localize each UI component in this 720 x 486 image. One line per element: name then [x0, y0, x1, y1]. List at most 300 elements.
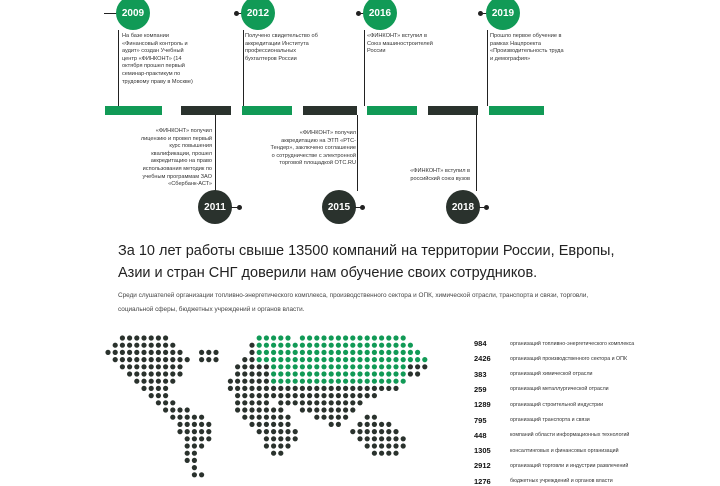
map-dot	[357, 400, 362, 405]
map-dot	[321, 343, 326, 348]
map-dot	[199, 422, 204, 427]
map-dot	[264, 357, 269, 362]
map-dot	[329, 415, 334, 420]
map-dot	[293, 371, 298, 376]
map-dot	[156, 343, 161, 348]
year-badge-2009: 2009	[116, 0, 150, 30]
map-dot	[314, 343, 319, 348]
map-dot	[343, 371, 348, 376]
map-dot	[156, 379, 161, 384]
stat-label: компаний области информационных технологий	[510, 432, 630, 439]
map-dot	[120, 357, 125, 362]
map-dot	[134, 343, 139, 348]
map-dot	[372, 386, 377, 391]
map-dot	[386, 443, 391, 448]
map-dot	[149, 379, 154, 384]
map-dot	[372, 436, 377, 441]
map-dot	[278, 429, 283, 434]
map-dot	[285, 422, 290, 427]
map-dot	[149, 371, 154, 376]
map-dot	[156, 335, 161, 340]
map-dot	[149, 393, 154, 398]
map-dot	[393, 436, 398, 441]
map-dot	[393, 443, 398, 448]
map-dot	[293, 379, 298, 384]
connector-line	[215, 115, 216, 191]
map-dot	[264, 379, 269, 384]
map-dot	[249, 415, 254, 420]
map-dot	[336, 407, 341, 412]
map-dot	[336, 422, 341, 427]
map-dot	[379, 335, 384, 340]
map-dot	[307, 335, 312, 340]
map-dot	[314, 379, 319, 384]
map-dot	[285, 386, 290, 391]
map-dot	[300, 386, 305, 391]
map-dot	[329, 422, 334, 427]
map-dot	[285, 400, 290, 405]
map-dot	[336, 357, 341, 362]
map-dot	[386, 386, 391, 391]
map-dot	[314, 371, 319, 376]
stat-value: 1305	[474, 446, 491, 456]
map-dot	[163, 407, 168, 412]
map-dot	[372, 343, 377, 348]
map-dot	[235, 407, 240, 412]
map-dot	[278, 451, 283, 456]
map-dot	[163, 379, 168, 384]
map-dot	[163, 371, 168, 376]
map-dot	[285, 379, 290, 384]
map-dot	[278, 393, 283, 398]
map-dot	[213, 350, 218, 355]
stat-label: организаций топливно-энергетического комплекса	[510, 340, 635, 347]
map-dot	[300, 343, 305, 348]
map-dot	[357, 422, 362, 427]
map-dot	[350, 350, 355, 355]
timeline-segment	[367, 106, 417, 115]
map-dot	[163, 335, 168, 340]
map-dot	[177, 371, 182, 376]
map-dot	[343, 415, 348, 420]
map-dot	[185, 407, 190, 412]
stat-label: организаций производственного сектора и ОПК	[510, 355, 628, 362]
map-dot	[372, 393, 377, 398]
map-dot	[177, 364, 182, 369]
map-dot	[134, 364, 139, 369]
map-dot	[163, 350, 168, 355]
map-dot	[249, 422, 254, 427]
map-dot	[249, 386, 254, 391]
map-dot	[379, 443, 384, 448]
map-dot	[156, 357, 161, 362]
map-dot	[357, 364, 362, 369]
map-dot	[386, 436, 391, 441]
map-dot	[372, 335, 377, 340]
map-dot	[350, 364, 355, 369]
map-dot	[293, 364, 298, 369]
stat-value: 2426	[474, 354, 491, 364]
map-dot	[141, 335, 146, 340]
map-dot	[192, 472, 197, 477]
map-dot	[170, 364, 175, 369]
map-dot	[141, 350, 146, 355]
map-dot	[127, 371, 132, 376]
map-dot	[386, 371, 391, 376]
map-dot	[285, 357, 290, 362]
map-dot	[329, 400, 334, 405]
map-dot	[343, 343, 348, 348]
map-dot	[329, 343, 334, 348]
map-dot	[264, 343, 269, 348]
event-text-2012: Получено свидетельство об аккредитации Института профессиональных бухгалтеров России	[245, 33, 318, 62]
map-dot	[314, 407, 319, 412]
map-dot	[278, 386, 283, 391]
map-dot	[336, 364, 341, 369]
map-dot	[257, 335, 262, 340]
map-dot	[141, 371, 146, 376]
map-dot	[192, 465, 197, 470]
map-dot	[307, 393, 312, 398]
map-dot	[393, 429, 398, 434]
headline: За 10 лет работы свыше 13500 компаний на территории России, Европы, Азии и стран СНГ доверили нам обучение своих сотрудников.	[118, 243, 615, 281]
connector-dot	[360, 205, 365, 210]
map-dot	[134, 357, 139, 362]
map-dot	[285, 436, 290, 441]
map-dot	[357, 350, 362, 355]
map-dot	[343, 364, 348, 369]
map-dot	[393, 379, 398, 384]
map-dot	[379, 422, 384, 427]
map-dot	[350, 407, 355, 412]
map-dot	[365, 422, 370, 427]
map-dot	[271, 393, 276, 398]
map-dot	[365, 343, 370, 348]
stat-value: 2912	[474, 461, 491, 471]
connector-line	[243, 30, 244, 106]
map-dot	[357, 357, 362, 362]
map-dot	[235, 386, 240, 391]
map-dot	[386, 422, 391, 427]
map-dot	[163, 357, 168, 362]
map-dot	[357, 429, 362, 434]
map-dot	[357, 393, 362, 398]
map-dot	[307, 371, 312, 376]
map-dot	[293, 343, 298, 348]
map-dot	[314, 393, 319, 398]
map-dot	[321, 407, 326, 412]
map-dot	[393, 386, 398, 391]
map-dot	[321, 335, 326, 340]
map-dot	[401, 357, 406, 362]
map-dot	[401, 443, 406, 448]
map-dot	[177, 422, 182, 427]
map-dot	[379, 350, 384, 355]
map-dot	[264, 429, 269, 434]
map-dot	[336, 400, 341, 405]
map-dot	[372, 364, 377, 369]
map-dot	[379, 371, 384, 376]
map-dot	[415, 364, 420, 369]
map-dot	[257, 407, 262, 412]
map-dot	[257, 364, 262, 369]
map-dot	[242, 393, 247, 398]
map-dot	[372, 415, 377, 420]
map-dot	[156, 371, 161, 376]
map-dot	[386, 335, 391, 340]
map-dot	[336, 371, 341, 376]
stat-label: организаций торговли и индустрии развлечений	[510, 462, 629, 469]
map-dot	[257, 415, 262, 420]
map-dot	[372, 357, 377, 362]
map-dot	[235, 379, 240, 384]
map-dot	[257, 371, 262, 376]
map-dot	[242, 371, 247, 376]
map-dot	[185, 415, 190, 420]
map-dot	[329, 371, 334, 376]
map-dot	[293, 357, 298, 362]
map-dot	[278, 379, 283, 384]
map-dot	[357, 436, 362, 441]
map-dot	[264, 415, 269, 420]
map-dot	[307, 350, 312, 355]
map-dot	[379, 379, 384, 384]
map-dot	[386, 357, 391, 362]
connector-line	[118, 30, 119, 106]
map-dot	[357, 343, 362, 348]
map-dot	[271, 443, 276, 448]
map-dot	[156, 364, 161, 369]
stat-value: 383	[474, 369, 487, 379]
map-dot	[127, 364, 132, 369]
map-dot	[185, 443, 190, 448]
map-dot	[372, 371, 377, 376]
map-dot	[271, 422, 276, 427]
map-dot	[350, 371, 355, 376]
map-dot	[415, 371, 420, 376]
connector-line	[364, 30, 365, 106]
event-text-2015: «ФИНКОНТ» получил аккредитацию на ЭТП «РТС-Тендер», заключено соглашение о сотрудничестве с электронной торговой площадкой OTC.RU	[270, 130, 356, 167]
map-dot	[285, 415, 290, 420]
map-dot	[134, 371, 139, 376]
map-dot	[393, 335, 398, 340]
map-dot	[365, 386, 370, 391]
map-dot	[185, 436, 190, 441]
map-dot	[177, 415, 182, 420]
map-dot	[120, 350, 125, 355]
map-dot	[249, 371, 254, 376]
map-dot	[170, 379, 175, 384]
map-dot	[113, 350, 118, 355]
map-dot	[228, 379, 233, 384]
map-dot	[192, 458, 197, 463]
map-dot	[271, 364, 276, 369]
map-dot	[271, 335, 276, 340]
connector-line	[357, 115, 358, 191]
map-dot	[285, 343, 290, 348]
map-dot	[213, 357, 218, 362]
map-dot	[199, 415, 204, 420]
map-dot	[314, 335, 319, 340]
map-dot	[408, 371, 413, 376]
map-dot	[271, 371, 276, 376]
map-dot	[278, 422, 283, 427]
map-dot	[293, 386, 298, 391]
year-badge-2016: 2016	[363, 0, 397, 30]
map-dot	[350, 343, 355, 348]
map-dot	[271, 343, 276, 348]
map-dot	[163, 393, 168, 398]
map-dot	[149, 357, 154, 362]
map-dot	[149, 350, 154, 355]
map-dot	[365, 364, 370, 369]
stat-label: консалтинговых и финансовых организаций	[510, 447, 619, 454]
map-dot	[185, 429, 190, 434]
map-dot	[264, 364, 269, 369]
map-dot	[264, 393, 269, 398]
map-dot	[379, 429, 384, 434]
map-dot	[192, 415, 197, 420]
map-dot	[242, 407, 247, 412]
map-dot	[271, 451, 276, 456]
map-dot	[163, 343, 168, 348]
map-dot	[336, 343, 341, 348]
map-dot	[149, 386, 154, 391]
event-text-2009: На базе компании «Финансовый контроль и аудит» создан Учебный центр «ФИНКОНТ» (14 октября прошел первый семинар-практикум по трудовому праву в Москве)	[122, 33, 193, 85]
map-dot	[401, 371, 406, 376]
map-dot	[257, 429, 262, 434]
map-dot	[307, 343, 312, 348]
map-dot	[393, 371, 398, 376]
map-dot	[249, 400, 254, 405]
map-dot	[199, 436, 204, 441]
map-dot	[314, 400, 319, 405]
map-dot	[307, 386, 312, 391]
map-dot	[271, 415, 276, 420]
map-dot	[257, 386, 262, 391]
world-dot-map	[104, 334, 449, 480]
map-dot	[127, 350, 132, 355]
map-dot	[177, 357, 182, 362]
map-dot	[149, 343, 154, 348]
map-dot	[321, 400, 326, 405]
map-dot	[141, 379, 146, 384]
map-dot	[350, 393, 355, 398]
map-dot	[343, 335, 348, 340]
map-dot	[185, 357, 190, 362]
event-text-2011: «ФИНКОНТ» получил лицензию и провел первый курс повышения квалификации, прошел аккредитацию на право использования методик по учебным программам ЗАО «Сбербанк-АСТ»	[140, 128, 212, 188]
map-dot	[307, 407, 312, 412]
map-dot	[314, 415, 319, 420]
map-dot	[408, 357, 413, 362]
map-dot	[228, 386, 233, 391]
stat-label: организаций химической отрасли	[510, 371, 593, 378]
map-dot	[321, 357, 326, 362]
connector-line	[487, 30, 488, 106]
map-dot	[235, 364, 240, 369]
map-dot	[372, 443, 377, 448]
map-dot	[422, 357, 427, 362]
map-dot	[199, 472, 204, 477]
map-dot	[242, 400, 247, 405]
map-dot	[285, 364, 290, 369]
map-dot	[156, 393, 161, 398]
map-dot	[343, 400, 348, 405]
map-dot	[285, 335, 290, 340]
map-dot	[113, 343, 118, 348]
map-dot	[329, 357, 334, 362]
map-dot	[177, 407, 182, 412]
map-dot	[293, 350, 298, 355]
map-dot	[264, 422, 269, 427]
connector-dot	[484, 205, 489, 210]
map-dot	[329, 364, 334, 369]
map-dot	[199, 357, 204, 362]
map-dot	[285, 443, 290, 448]
map-dot	[134, 379, 139, 384]
map-dot	[350, 379, 355, 384]
map-dot	[242, 386, 247, 391]
map-dot	[264, 386, 269, 391]
map-dot	[170, 357, 175, 362]
map-dot	[300, 400, 305, 405]
map-dot	[329, 350, 334, 355]
map-dot	[177, 350, 182, 355]
map-dot	[271, 379, 276, 384]
timeline-segment	[181, 106, 231, 115]
map-dot	[329, 335, 334, 340]
map-dot	[235, 400, 240, 405]
map-dot	[408, 350, 413, 355]
connector-line	[476, 115, 477, 191]
map-dot	[379, 451, 384, 456]
map-dot	[192, 443, 197, 448]
map-dot	[336, 393, 341, 398]
map-dot	[401, 350, 406, 355]
map-dot	[206, 350, 211, 355]
map-dot	[235, 393, 240, 398]
map-dot	[365, 415, 370, 420]
map-dot	[185, 451, 190, 456]
map-dot	[343, 407, 348, 412]
map-dot	[170, 371, 175, 376]
map-dot	[156, 400, 161, 405]
map-dot	[386, 451, 391, 456]
map-dot	[401, 343, 406, 348]
map-dot	[365, 393, 370, 398]
map-dot	[192, 436, 197, 441]
map-dot	[278, 443, 283, 448]
timeline-segment	[303, 106, 357, 115]
event-text-2018: «ФИНКОНТ» вступил в российский союз вузов	[410, 168, 470, 182]
map-dot	[300, 371, 305, 376]
map-dot	[329, 386, 334, 391]
map-dot	[379, 343, 384, 348]
map-dot	[386, 364, 391, 369]
map-dot	[343, 393, 348, 398]
map-dot	[185, 458, 190, 463]
map-dot	[393, 451, 398, 456]
map-dot	[321, 364, 326, 369]
connector-dot	[237, 205, 242, 210]
map-dot	[336, 379, 341, 384]
map-dot	[379, 386, 384, 391]
map-dot	[163, 400, 168, 405]
map-dot	[141, 343, 146, 348]
map-dot	[285, 393, 290, 398]
map-dot	[372, 350, 377, 355]
map-dot	[249, 343, 254, 348]
